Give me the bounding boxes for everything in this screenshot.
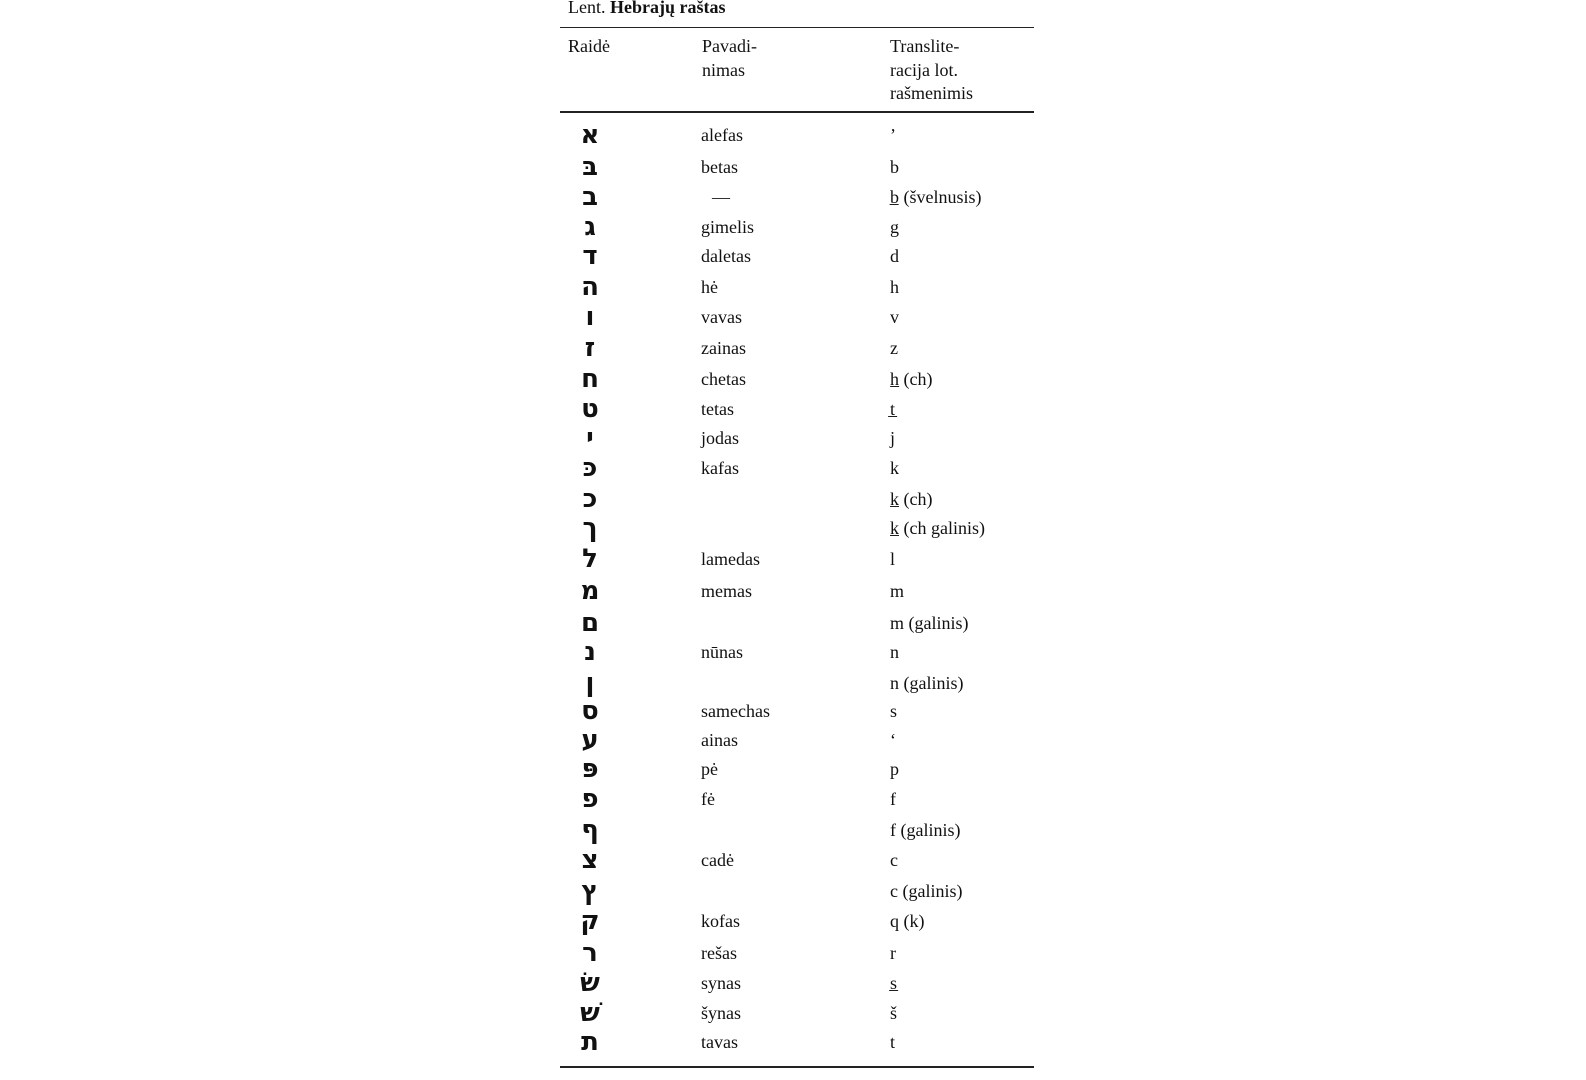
letter-name: vavas: [701, 307, 742, 327]
transliteration: f (galinis): [890, 820, 961, 840]
transliteration: s̲: [890, 973, 898, 993]
bottom-rule: [560, 1066, 1034, 1068]
table-row: [560, 182, 1034, 212]
table-row: [560, 668, 1034, 698]
table-row: [560, 725, 1034, 755]
letter-name: kafas: [701, 458, 739, 478]
transliteration: b: [890, 157, 899, 177]
letter-name: lamedas: [701, 549, 760, 569]
hebrew-letter: ן: [585, 668, 595, 698]
hebrew-letter: שׂ: [580, 968, 600, 998]
top-rule: [560, 27, 1034, 28]
hebrew-letter: פּ: [581, 754, 599, 784]
transliteration: k: [890, 458, 899, 478]
letter-name: daletas: [701, 246, 751, 266]
table-row: [560, 120, 1034, 150]
hebrew-letter: ט: [581, 394, 599, 424]
letter-name: synas: [701, 973, 741, 993]
transliteration: r: [890, 943, 896, 963]
transliteration: n (galinis): [890, 673, 964, 693]
hebrew-letter: ך: [582, 513, 598, 543]
transliteration: h: [890, 277, 899, 297]
transliteration: q (k): [890, 911, 925, 931]
header-rule: [560, 111, 1034, 113]
transliteration: h̲ (ch): [890, 369, 933, 389]
table-row: [560, 968, 1034, 998]
hebrew-letter: ד: [582, 241, 598, 271]
hebrew-letter: ו: [585, 302, 595, 332]
table-row: [560, 394, 1034, 424]
table-row: [560, 754, 1034, 784]
letter-name: zainas: [701, 338, 746, 358]
table-row: [560, 212, 1034, 242]
letter-name: cadė: [701, 850, 734, 870]
hebrew-letter: ס: [581, 696, 599, 726]
table-row: [560, 241, 1034, 271]
transliteration: m: [890, 581, 905, 601]
hebrew-letter: צ: [581, 845, 599, 875]
hebrew-letter: שׁ: [580, 998, 600, 1028]
header-line: Translite-: [890, 36, 960, 56]
letter-name: memas: [701, 581, 752, 601]
letter-name: betas: [701, 157, 738, 177]
header-line: Raidė: [568, 36, 610, 56]
hebrew-letter: י: [586, 423, 594, 453]
letter-name: šynas: [701, 1003, 741, 1023]
hebrew-letter: ת: [581, 1027, 599, 1057]
hebrew-script-table: [560, 0, 1034, 1080]
header-line: racija lot.: [890, 59, 958, 80]
header-line: Pavadi-: [702, 36, 757, 56]
letter-name: alefas: [701, 125, 743, 145]
table-caption: [568, 0, 726, 18]
table-row: [560, 333, 1034, 363]
table-row: [560, 576, 1034, 606]
transliteration: c: [890, 850, 898, 870]
table-row: [560, 513, 1034, 543]
hebrew-letter: ר: [582, 938, 598, 968]
table-row: [560, 906, 1034, 936]
table-row: [560, 364, 1034, 394]
table-row: [560, 544, 1034, 574]
table-row: [560, 152, 1034, 182]
letter-name: tetas: [701, 399, 734, 419]
hebrew-letter: ב: [582, 182, 598, 212]
hebrew-letter: כּ: [582, 453, 598, 483]
table-row: [560, 608, 1034, 638]
table-row: [560, 1027, 1034, 1057]
hebrew-letter: ק: [580, 906, 600, 936]
letter-name: chetas: [701, 369, 746, 389]
letter-name: nūnas: [701, 642, 743, 662]
transliteration: t: [890, 1032, 896, 1052]
transliteration: m (galinis): [890, 613, 969, 633]
hebrew-letter: מ: [580, 576, 600, 606]
transliteration: š: [890, 1003, 898, 1023]
table-row: [560, 637, 1034, 667]
transliteration: d: [890, 246, 899, 266]
caption-title: Hebrajų raštas: [610, 0, 726, 17]
letter-name: ainas: [701, 730, 738, 750]
hebrew-letter: פ: [581, 784, 599, 814]
letter-name: fė: [701, 789, 715, 809]
transliteration: k̲ (ch): [890, 489, 933, 509]
transliteration: z: [890, 338, 898, 358]
table-row: [560, 696, 1034, 726]
letter-name: tavas: [701, 1032, 738, 1052]
transliteration: v: [890, 307, 899, 327]
table-row: [560, 453, 1034, 483]
table-row: [560, 845, 1034, 875]
hebrew-letter: כ: [582, 484, 598, 514]
transliteration: b̲ (švelnusis): [890, 187, 982, 207]
table-row: [560, 272, 1034, 302]
transliteration: f: [890, 789, 896, 809]
letter-name: samechas: [701, 701, 770, 721]
table-row: [560, 938, 1034, 968]
hebrew-letter: ל: [582, 544, 598, 574]
hebrew-letter: ם: [580, 608, 600, 638]
transliteration: l: [890, 549, 896, 569]
hebrew-letter: ה: [581, 272, 599, 302]
hebrew-letter: ע: [581, 725, 599, 755]
letter-name: —: [712, 187, 730, 207]
table-row: [560, 302, 1034, 332]
header-name: [702, 35, 757, 82]
hebrew-letter: ז: [584, 333, 596, 363]
transliteration: n: [890, 642, 899, 662]
transliteration: p: [890, 759, 899, 779]
transliteration: c (galinis): [890, 881, 963, 901]
table-row: [560, 423, 1034, 453]
header-transliteration: [890, 35, 973, 106]
table-row: [560, 784, 1034, 814]
hebrew-letter: ף: [581, 815, 599, 845]
table-row: [560, 484, 1034, 514]
header-line: nimas: [702, 59, 745, 80]
table-row: [560, 998, 1034, 1028]
table-row: [560, 876, 1034, 906]
letter-name: hė: [701, 277, 718, 297]
transliteration: t̲: [890, 399, 896, 419]
hebrew-letter: ח: [581, 364, 599, 394]
hebrew-letter: א: [580, 120, 600, 150]
letter-name: rešas: [701, 943, 737, 963]
transliteration: ’: [890, 125, 896, 145]
transliteration: s: [890, 701, 898, 721]
caption-prefix: Lent.: [568, 0, 606, 17]
letter-name: gimelis: [701, 217, 754, 237]
hebrew-letter: נ: [584, 637, 596, 667]
header-letter: [568, 35, 610, 59]
letter-name: jodas: [701, 428, 739, 448]
hebrew-letter: ץ: [581, 876, 599, 906]
table-row: [560, 815, 1034, 845]
letter-name: kofas: [701, 911, 740, 931]
transliteration: j: [890, 428, 896, 448]
transliteration: g: [890, 217, 899, 237]
transliteration: ‘: [890, 730, 896, 750]
hebrew-letter: בּ: [582, 152, 598, 182]
letter-name: pė: [701, 759, 718, 779]
header-line: rašmenimis: [890, 83, 973, 103]
hebrew-letter: ג: [584, 212, 596, 242]
transliteration: k̲ (ch galinis): [890, 518, 985, 538]
